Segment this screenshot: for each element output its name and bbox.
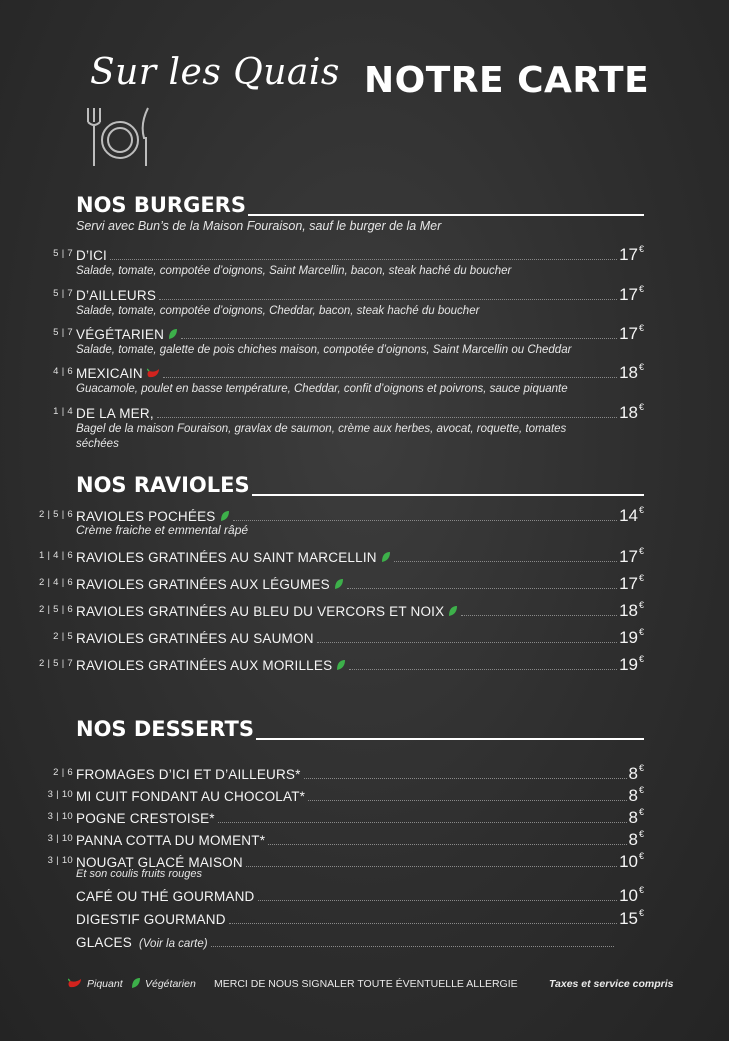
menu-item: [0, 830, 729, 848]
dot-leader: [258, 900, 618, 901]
item-name: DIGESTIF GOURMAND: [76, 912, 226, 927]
dot-leader: [349, 669, 617, 670]
logo-text: Sur les Quais: [90, 52, 340, 93]
item-name: D’ICI: [76, 248, 107, 263]
item-price: 18€: [619, 402, 644, 422]
section-header-ravioles: [76, 470, 644, 496]
dot-leader: [211, 946, 614, 947]
item-description: Salade, tomate, galette de pois chiches maison, compotée d’oignons, Saint Marcellin ou Cheddar: [76, 344, 572, 356]
item-name: CAFÉ OU THÉ GOURMAND: [76, 889, 255, 904]
dot-leader: [394, 561, 617, 562]
allergen-code: 1 | 4 | 6: [38, 550, 73, 561]
item-price: 14€: [619, 505, 644, 525]
dot-leader: [181, 338, 617, 339]
menu-item: [0, 601, 729, 619]
menu-item: [0, 808, 729, 826]
item-description: Salade, tomate, compotée d’oignons, Cheddar, bacon, steak haché du boucher: [76, 305, 480, 317]
item-name: MEXICAIN: [76, 366, 143, 381]
section-title: NOS DESSERTS: [76, 717, 254, 741]
legend-spicy-label: Piquant: [87, 978, 123, 990]
menu-item: [0, 363, 729, 381]
item-price: 8€: [628, 763, 644, 783]
allergen-code: 1 | 4: [53, 406, 73, 417]
item-description: Et son coulis fruits rouges: [76, 868, 202, 880]
menu-item: [0, 786, 729, 804]
dot-leader: [218, 822, 627, 823]
item-price: 8€: [628, 807, 644, 827]
dot-leader: [159, 299, 617, 300]
allergen-code: 3 | 10: [47, 811, 73, 822]
item-name: DE LA MER,: [76, 406, 154, 421]
item-price: 15€: [619, 908, 644, 928]
allergen-code: 3 | 10: [47, 789, 73, 800]
item-name: MI CUIT FONDANT AU CHOCOLAT*: [76, 789, 306, 804]
menu-item: [0, 506, 729, 524]
cutlery-plate-icon: [84, 106, 156, 168]
section-rule: [252, 494, 644, 496]
page-title: NOTRE CARTE: [364, 60, 650, 101]
allergen-code: 5 | 7: [53, 248, 73, 259]
item-note: (Voir la carte): [138, 938, 208, 950]
item-price: 18€: [619, 600, 644, 620]
dot-leader: [308, 800, 626, 801]
menu-item: [0, 886, 729, 904]
vegetarian-leaf-icon: [168, 328, 178, 340]
menu-item: [0, 764, 729, 782]
item-name: POGNE CRESTOISE*: [76, 811, 215, 826]
vegetarian-leaf-icon: [448, 605, 458, 617]
allergen-code: 2 | 4 | 6: [38, 577, 73, 588]
allergen-code: 2 | 5 | 6: [38, 509, 73, 520]
dot-leader: [347, 588, 617, 589]
dot-leader: [461, 615, 617, 616]
vegetarian-leaf-icon: [336, 659, 346, 671]
allergen-code: 4 | 6: [53, 366, 73, 377]
item-description: Bagel de la maison Fouraison, gravlax de saumon, crème aux herbes, avocat, roquette, tomates séchées: [76, 423, 567, 450]
item-price: 17€: [619, 546, 644, 566]
section-rule: [248, 214, 644, 216]
dot-leader: [110, 259, 617, 260]
allergen-code: 3 | 10: [47, 855, 73, 866]
menu-item: [0, 285, 729, 303]
spicy-pepper-icon: [68, 977, 82, 989]
item-description: Crème fraiche et emmental râpé: [76, 523, 249, 537]
section-title: NOS BURGERS: [76, 193, 246, 217]
footer-legend: [0, 976, 729, 992]
item-price: 8€: [628, 829, 644, 849]
item-price: 19€: [619, 654, 644, 674]
item-name: RAVIOLES GRATINÉES AUX LÉGUMES: [76, 577, 330, 592]
item-name: VÉGÉTARIEN: [76, 327, 165, 342]
taxes-notice: Taxes et service compris: [549, 978, 674, 990]
item-price: 17€: [619, 244, 644, 264]
item-price: 10€: [619, 885, 644, 905]
item-price: 18€: [619, 362, 644, 382]
item-description: Salade, tomate, compotée d’oignons, Saint Marcellin, bacon, steak haché du boucher: [76, 265, 512, 277]
item-name: D’AILLEURS: [76, 288, 157, 303]
item-name: RAVIOLES GRATINÉES AUX MORILLES: [76, 658, 333, 673]
section-title: NOS RAVIOLES: [76, 473, 250, 497]
menu-item: [0, 932, 729, 950]
allergen-code: 2 | 5: [53, 631, 73, 642]
item-name: RAVIOLES POCHÉES: [76, 509, 216, 524]
allergen-code: 3 | 10: [47, 833, 73, 844]
section-rule: [256, 738, 644, 740]
item-name: RAVIOLES GRATINÉES AU SAUMON: [76, 631, 314, 646]
dot-leader: [268, 844, 626, 845]
menu-item: [0, 628, 729, 646]
dot-leader: [157, 417, 617, 418]
item-name: NOUGAT GLACÉ MAISON: [76, 855, 243, 870]
item-price: 19€: [619, 627, 644, 647]
menu-item: [0, 909, 729, 927]
item-price: 8€: [628, 785, 644, 805]
item-price: 17€: [619, 284, 644, 304]
vegetarian-leaf-icon: [381, 551, 391, 563]
vegetarian-leaf-icon: [334, 578, 344, 590]
item-price: 17€: [619, 323, 644, 343]
menu-item: [0, 324, 729, 342]
spicy-pepper-icon: [147, 367, 160, 379]
item-name: FROMAGES D’ICI ET D’AILLEURS*: [76, 767, 301, 782]
item-name: RAVIOLES GRATINÉES AU SAINT MARCELLIN: [76, 550, 377, 565]
dot-leader: [229, 923, 617, 924]
item-name: RAVIOLES GRATINÉES AU BLEU DU VERCORS ET NOIX: [76, 604, 445, 619]
allergen-code: 2 | 5 | 6: [38, 604, 73, 615]
section-header-desserts: [76, 714, 644, 740]
allergen-code: 2 | 6: [53, 767, 73, 778]
item-description: Guacamole, poulet en basse température, Cheddar, confit d’oignons et poivrons, sauce piquante: [76, 383, 568, 395]
legend-vegetarian-label: Végétarien: [145, 978, 196, 990]
menu-item: [0, 655, 729, 673]
allergy-notice: MERCI DE NOUS SIGNALER TOUTE ÉVENTUELLE ALLERGIE: [214, 978, 518, 990]
allergen-code: 2 | 5 | 7: [38, 658, 73, 669]
allergen-code: 5 | 7: [53, 288, 73, 299]
menu-item: [0, 574, 729, 592]
menu-item: [0, 403, 729, 421]
dot-leader: [163, 377, 617, 378]
vegetarian-leaf-icon: [220, 510, 230, 522]
allergen-code: 5 | 7: [53, 327, 73, 338]
restaurant-logo: [84, 52, 340, 182]
menu-item: [0, 547, 729, 565]
menu-item: [0, 245, 729, 263]
section-header-burgers: [76, 190, 644, 216]
item-price: 10€: [619, 851, 644, 871]
dot-leader: [317, 642, 617, 643]
section-subtitle: Servi avec Bun’s de la Maison Fouraison, sauf le burger de la Mer: [76, 219, 442, 233]
vegetarian-leaf-icon: [131, 977, 141, 989]
item-price: 17€: [619, 573, 644, 593]
item-name: GLACES: [76, 935, 132, 950]
dot-leader: [233, 520, 618, 521]
dot-leader: [304, 778, 627, 779]
item-name: PANNA COTTA DU MOMENT*: [76, 833, 266, 848]
